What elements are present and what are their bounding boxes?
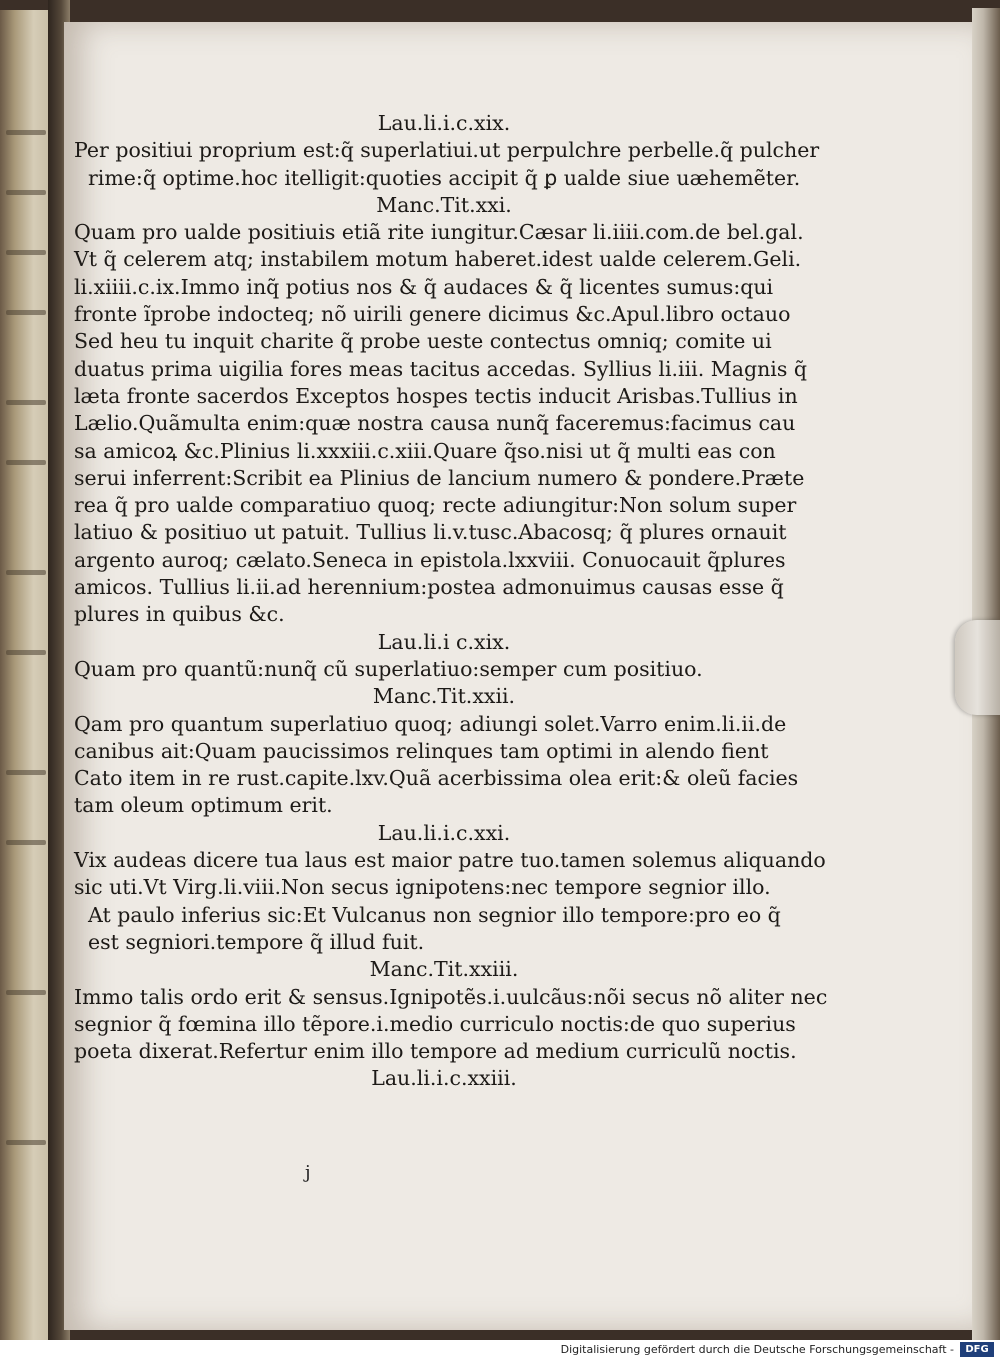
- text-line: sic uti.Vt Virg.li.viii.Non secus ignipotens:nec tempore segnior illo.: [74, 875, 771, 900]
- previous-leaf-text-fragment: [6, 130, 46, 135]
- text-line: tam oleum optimum erit.: [74, 793, 333, 818]
- text-line: Vix audeas dicere tua laus est maior patre tuo.tamen solemus aliquando: [74, 848, 826, 873]
- section-heading: Manc.Tit.xxi.: [376, 192, 512, 217]
- text-line: At paulo inferius sic:Et Vulcanus non segnior illo tempore:pro eo q̃: [88, 902, 781, 927]
- previous-leaf-text-fragment: [6, 250, 46, 255]
- text-line: latiuo & positiuo ut patuit. Tullius li.v.tusc.Abacosq; q̃ plures ornauit: [74, 520, 787, 545]
- previous-leaf-text-fragment: [6, 310, 46, 315]
- text-line: plures in quibus &c.: [74, 602, 285, 627]
- text-line: Per positiui proprium est:q̃ superlatiui.ut perpulchre perbelle.q̃ pulcher: [74, 138, 820, 163]
- text-line: duatus prima uigilia fores meas tacitus accedas. Syllius li.iii. Magnis q̃: [74, 356, 808, 381]
- text-line: rea q̃ pro ualde comparatiuo quoq; recte adiungitur:Non solum super: [74, 493, 797, 518]
- previous-leaf-text-fragment: [6, 460, 46, 465]
- text-line: læta fronte sacerdos Exceptos hospes tectis inducit Arisbas.Tullius in: [74, 383, 798, 408]
- text-line: fronte ĩprobe indocteq; nõ uirili genere dicimus &c.Apul.libro octauo: [74, 302, 791, 327]
- text-line: Sed heu tu inquit charite q̃ probe ueste contectus omniq; comite ui: [74, 329, 772, 354]
- footer-bar: [0, 1340, 1000, 1360]
- section-heading: Manc.Tit.xxii.: [372, 684, 516, 709]
- funding-credit: Digitalisierung gefördert durch die Deutsche Forschungsgemeinschaft -: [560, 1343, 954, 1356]
- text-line: argento auroq; cælato.Seneca in epistola.lxxviii. Conuocauit q̃plures: [74, 547, 786, 572]
- text-line: segnior q̃ fœmina illo tẽpore.i.medio curriculo noctis:de quo superius: [74, 1011, 796, 1036]
- section-heading: Manc.Tit.xxiii.: [369, 957, 519, 982]
- text-line: Cato item in re rust.capite.lxv.Quã acerbissima olea erit:& oleũ facies: [74, 766, 799, 791]
- section-heading: Lau.li.i.c.xix.: [377, 111, 511, 135]
- previous-leaf-text-fragment: [6, 990, 46, 995]
- previous-leaf-text-fragment: [6, 770, 46, 775]
- text-line: Immo talis ordo erit & sensus.Ignipotẽs.i.uulcãus:nõi secus nõ aliter nec: [74, 984, 828, 1009]
- text-line: canibus ait:Quam paucissimos relinques tam optimi in alendo fient: [74, 738, 769, 763]
- previous-leaf-text-fragment: [6, 190, 46, 195]
- previous-leaf-text-fragment: [6, 840, 46, 845]
- foot-mark: j: [305, 1162, 311, 1183]
- text-line: Vt q̃ celerem atq; instabilem motum haberet.idest ualde celerem.Geli.: [74, 247, 802, 272]
- section-heading: Lau.li.i.c.xxiii.: [371, 1066, 517, 1091]
- text-line: amicos. Tullius li.ii.ad herennium:postea admonuimus causas esse q̃: [74, 575, 784, 600]
- text-line: Qam pro quantum superlatiuo quoq; adiungi solet.Varro enim.li.ii.de: [74, 711, 787, 736]
- text-line: Lælio.Quãmulta enim:quæ nostra causa nunq̃ faceremus:facimus cau: [74, 411, 796, 436]
- page-text: [74, 110, 828, 1093]
- text-line: poeta dixerat.Refertur enim illo tempore ad medium curriculũ noctis.: [74, 1039, 797, 1064]
- dfg-logo[interactable]: DFG: [960, 1342, 994, 1357]
- text-line: Quam pro ualde positiuis etiã rite iungitur.Cæsar li.iiii.com.de bel.gal.: [74, 220, 804, 245]
- page-clip: [955, 620, 1000, 715]
- previous-leaf-text-fragment: [6, 570, 46, 575]
- text-line: Quam pro quantũ:nunq̃ cũ superlatiuo:semper cum positiuo.: [74, 656, 703, 681]
- previous-leaf-text-fragment: [6, 400, 46, 405]
- text-line: sa amicoꝝ &c.Plinius li.xxxiii.c.xiii.Quare q̃so.nisi ut q̃ multi eas con: [74, 438, 776, 463]
- text-line: li.xiiii.c.ix.Immo inq̃ potius nos & q̃ audaces & q̃ licentes sumus:qui: [74, 274, 774, 299]
- section-heading: Lau.li.i c.xix.: [377, 629, 511, 654]
- text-line: rime:q̃ optime.hoc itelligit:quoties accipit q̃ ꝑ ualde siue uæhemẽter.: [88, 165, 801, 190]
- previous-leaf-edge: [0, 10, 48, 1340]
- previous-leaf-text-fragment: [6, 1140, 46, 1145]
- section-heading: Lau.li.i.c.xxi.: [377, 820, 511, 845]
- previous-leaf-text-fragment: [6, 650, 46, 655]
- text-line: serui inferrent:Scribit ea Plinius de lancium numero & pondere.Præte: [74, 465, 805, 490]
- text-line: est segniori.tempore q̃ illud fuit.: [88, 929, 425, 954]
